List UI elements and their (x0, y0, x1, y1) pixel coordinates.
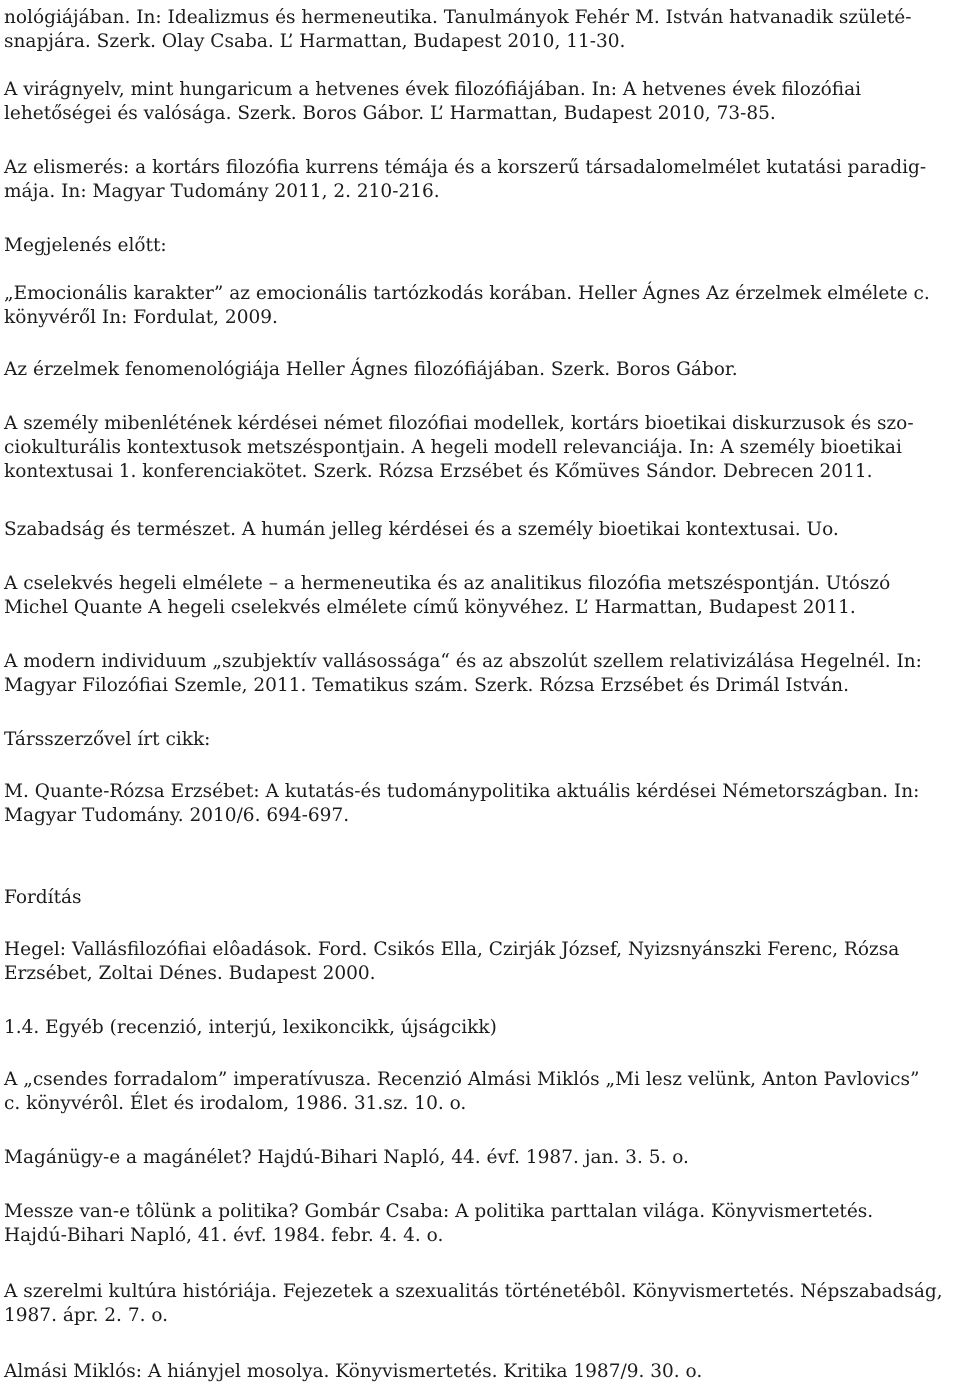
entry-text-line: Megjelenés előtt: (4, 235, 167, 256)
entry-text-line: Magánügy-e a magánélet? Hajdú-Bihari Napló, 44. évf. 1987. jan. 3. 5. o. (4, 1147, 689, 1168)
entry-text-line: Almási Miklós: A hiányjel mosolya. Könyvismertetés. Kritika 1987/9. 30. o. (4, 1361, 703, 1382)
entry-text-line: Michel Quante A hegeli cselekvés elmélete című könyvéhez. L’ Harmattan, Budapest 2011. (4, 597, 856, 618)
entry-text-line: Az érzelmek fenomenológiája Heller Ágnes filozófiájában. Szerk. Boros Gábor. (4, 359, 738, 380)
entry-text-line: lehetőségei és valósága. Szerk. Boros Gábor. L’ Harmattan, Budapest 2010, 73-85. (4, 103, 776, 124)
entry-text-line: „Emocionális karakter” az emocionális tartózkodás korában. Heller Ágnes Az érzelmek elmélete c. (4, 283, 930, 304)
entry-text-line: M. Quante-Rózsa Erzsébet: A kutatás-és tudománypolitika aktuális kérdései Németországban. In: (4, 781, 920, 802)
entry-text-line: 1.4. Egyéb (recenzió, interjú, lexikoncikk, újságcikk) (4, 1017, 497, 1038)
entry-text-line: A cselekvés hegeli elmélete – a hermeneutika és az analitikus filozófia metszéspontján. Utószó (4, 573, 891, 594)
entry-text-line: Szabadság és természet. A humán jelleg kérdései és a személy bioetikai kontextusai. Uo. (4, 519, 839, 540)
entry-text-line: Magyar Tudomány. 2010/6. 694-697. (4, 805, 350, 826)
entry-text-line: Hajdú-Bihari Napló, 41. évf. 1984. febr. 4. 4. o. (4, 1225, 444, 1246)
entry-text-line: Magyar Filozófiai Szemle, 2011. Tematikus szám. Szerk. Rózsa Erzsébet és Drimál István. (4, 675, 849, 696)
entry-text-line: A szerelmi kultúra históriája. Fejezetek a szexualitás történetébôl. Könyvismertetés. Népszabadság, (4, 1281, 943, 1302)
entry-text-line: c. könyvérôl. Élet és irodalom, 1986. 31.sz. 10. o. (4, 1093, 467, 1114)
entry-text-line: Hegel: Vallásfilozófiai elôadások. Ford. Csikós Ella, Czirják József, Nyizsnyánszki Ferenc, Rózsa (4, 939, 900, 960)
entry-text-line: snapjára. Szerk. Olay Csaba. L’ Harmattan, Budapest 2010, 11-30. (4, 31, 626, 52)
entry-text-line: A modern individuum „szubjektív vallásossága“ és az abszolút szellem relativizálása Hegelnél. In: (4, 651, 922, 672)
entry-text-line: Fordítás (4, 887, 82, 908)
entry-text-line: könyvéről In: Fordulat, 2009. (4, 307, 278, 328)
entry-text-line: ciokulturális kontextusok metszéspontjain. A hegeli modell relevanciája. In: A személy bioetikai (4, 437, 902, 458)
entry-text-line: Az elismerés: a kortárs filozófia kurrens témája és a korszerű társadalomelmélet kutatási paradig- (4, 157, 927, 178)
entry-text-line: A személy mibenlétének kérdései német filozófiai modellek, kortárs bioetikai diskurzusok és szo- (4, 413, 914, 434)
entry-text-line: nológiájában. In: Idealizmus és hermeneutika. Tanulmányok Fehér M. István hatvanadik születé- (4, 7, 912, 28)
entry-text-line: Erzsébet, Zoltai Dénes. Budapest 2000. (4, 963, 376, 984)
entry-text-line: kontextusai 1. konferenciakötet. Szerk. Rózsa Erzsébet és Kőmüves Sándor. Debrecen 2011. (4, 461, 873, 482)
entry-text-line: Messze van-e tôlünk a politika? Gombár Csaba: A politika parttalan világa. Könyvismertetés. (4, 1201, 874, 1222)
entry-text-line: 1987. ápr. 2. 7. o. (4, 1305, 169, 1326)
entry-text-line: mája. In: Magyar Tudomány 2011, 2. 210-216. (4, 181, 440, 202)
entry-text-line: Társszerzővel írt cikk: (4, 729, 211, 750)
entry-text-line: A „csendes forradalom” imperatívusza. Recenzió Almási Miklós „Mi lesz velünk, Anton Pavlovics” (4, 1069, 920, 1090)
entry-text-line: A virágnyelv, mint hungaricum a hetvenes évek filozófiájában. In: A hetvenes évek filozófiai (4, 79, 862, 100)
